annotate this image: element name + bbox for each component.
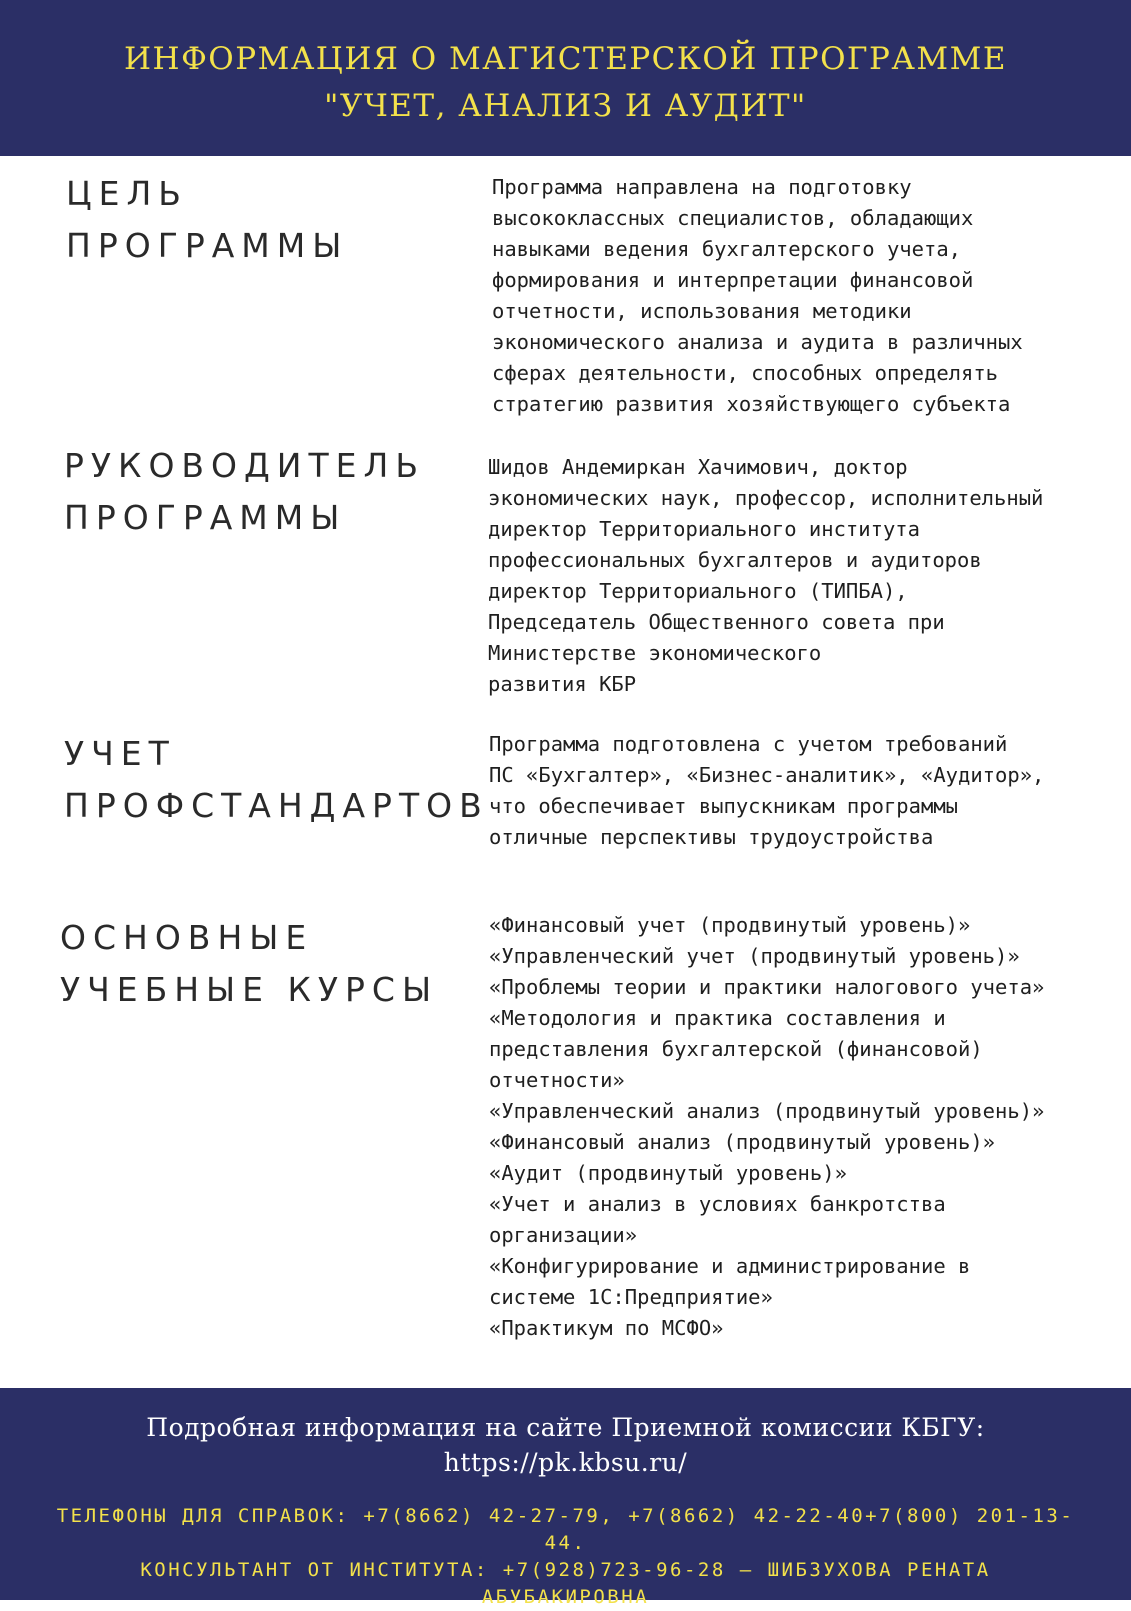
course-item: «Конфигурирование и администрирование в системе 1С:Предприятие» bbox=[489, 1254, 971, 1309]
program-head-heading-line1: РУКОВОДИТЕЛЬ bbox=[64, 446, 425, 485]
program-head-text: Шидов Андемиркан Хачимович, доктор экономических наук, профессор, исполнительный директор Территориального института профессиональных бухгалтеров и аудиторов директор Территориального (ТИПБА), Председатель Общественного совета при Министерстве экономического развития КБР bbox=[488, 455, 1044, 696]
standards-heading bbox=[64, 728, 489, 832]
admissions-site-link[interactable]: https://pk.kbsu.ru/ bbox=[443, 1448, 688, 1477]
course-item: «Учет и анализ в условиях банкротства организации» bbox=[489, 1192, 946, 1247]
course-item: «Финансовый учет (продвинутый уровень)» bbox=[489, 913, 971, 937]
standards-heading-line2: ПРОФСТАНДАРТОВ bbox=[64, 786, 489, 825]
page-title-line2: "УЧЕТ, АНАЛИЗ И АУДИТ" bbox=[324, 88, 807, 124]
contact-consultant-name: АБУБАКИРОВНА bbox=[481, 1586, 650, 1608]
course-item: «Методология и практика составления и представления бухгалтерской (финансовой) отчетности» bbox=[489, 1006, 983, 1092]
header-banner bbox=[0, 0, 1131, 156]
goal-heading bbox=[66, 168, 348, 272]
course-item: «Аудит (продвинутый уровень)» bbox=[489, 1161, 847, 1185]
courses-heading-line2: УЧЕБНЫЕ КУРСЫ bbox=[60, 970, 439, 1009]
standards-text: Программа подготовлена с учетом требований ПС «Бухгалтер», «Бизнес-аналитик», «Аудитор», что обеспечивает выпускникам программы отличные перспективы трудоустройства bbox=[489, 732, 1045, 849]
footer-info bbox=[0, 1410, 1131, 1480]
standards-heading-line1: УЧЕТ bbox=[64, 734, 176, 773]
goal-heading-line1: ЦЕЛЬ bbox=[66, 174, 188, 213]
course-item: «Управленческий учет (продвинутый уровень)» bbox=[489, 944, 1020, 968]
footer-contacts bbox=[40, 1503, 1091, 1611]
course-item: «Финансовый анализ (продвинутый уровень)» bbox=[489, 1130, 996, 1154]
goal-text: Программа направлена на подготовку высококлассных специалистов, обладающих навыками ведения бухгалтерского учета, формирования и интерпретации финансовой отчетности, использования методики экономического анализа и аудита в различных сферах деятельности, способных определять стратегию развития хозяйствующего субъекта bbox=[492, 175, 1023, 416]
footer-banner bbox=[0, 1388, 1131, 1608]
course-item: «Практикум по МСФО» bbox=[489, 1316, 724, 1340]
course-list bbox=[489, 910, 1044, 1344]
page-title bbox=[0, 36, 1131, 130]
program-head-heading-line2: ПРОГРАММЫ bbox=[64, 498, 347, 537]
page-title-line1: ИНФОРМАЦИЯ О МАГИСТЕРСКОЙ ПРОГРАММЕ bbox=[124, 41, 1007, 77]
courses-heading-line1: ОСНОВНЫЕ bbox=[60, 918, 314, 957]
contact-consultant: КОНСУЛЬТАНТ ОТ ИНСТИТУТА: +7(928)723-96-28 – ШИБЗУХОВА РЕНАТА bbox=[140, 1559, 991, 1581]
goal-heading-line2: ПРОГРАММЫ bbox=[66, 226, 349, 265]
course-item: «Проблемы теории и практики налогового учета» bbox=[489, 975, 1045, 999]
course-item: «Управленческий анализ (продвинутый уровень)» bbox=[489, 1099, 1045, 1123]
courses-heading bbox=[60, 912, 438, 1016]
footer-info-text: Подробная информация на сайте Приемной комиссии КБГУ: bbox=[146, 1413, 985, 1442]
contact-phones: ТЕЛЕФОНЫ ДЛЯ СПРАВОК: +7(8662) 42-27-79, +7(8662) 42-22-40+7(800) 201-13-44. bbox=[56, 1505, 1075, 1554]
program-head-heading bbox=[64, 440, 425, 544]
